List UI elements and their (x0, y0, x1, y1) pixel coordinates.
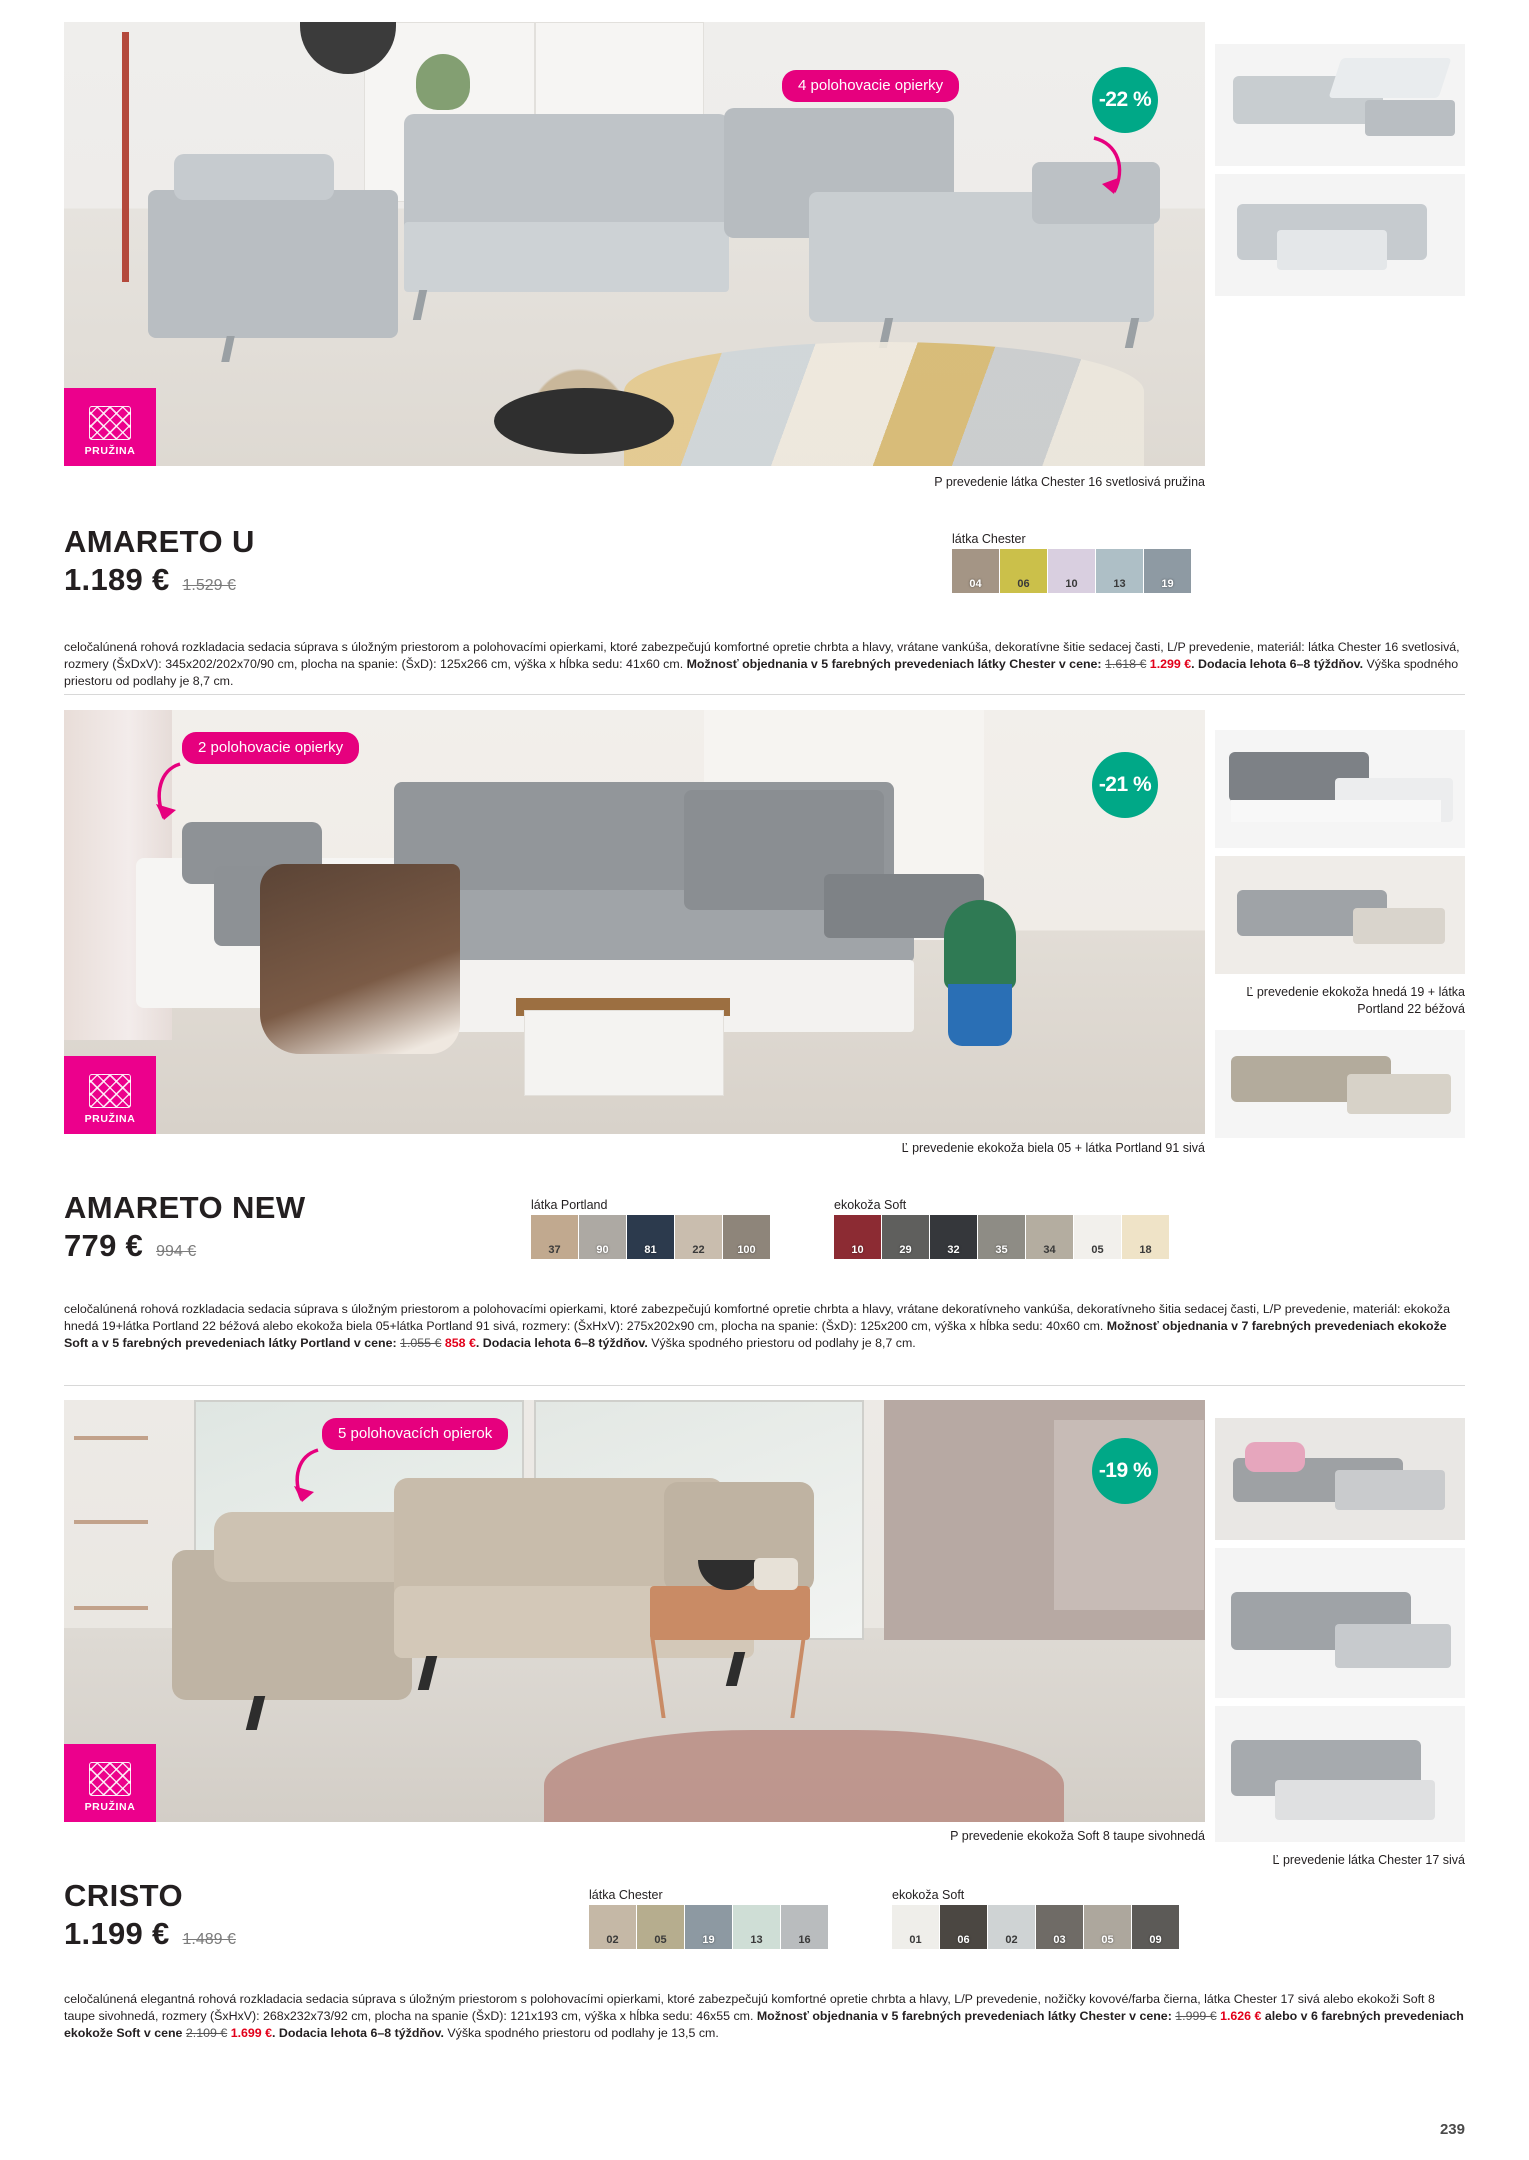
description-text: Výška spodného priestoru od podlahy je 13,5 cm. (443, 2026, 719, 2041)
description-text: 1.618 € (1105, 657, 1147, 672)
swatch-37[interactable] (531, 1215, 579, 1259)
swatch-group-label: ekokoža Soft (834, 1198, 907, 1212)
swatch-02[interactable] (589, 1905, 637, 1949)
swatch-04[interactable] (952, 549, 1000, 593)
discount-badge: -19 % (1092, 1438, 1158, 1504)
feature-badge: 4 polohovacie opierky (782, 70, 959, 102)
spring-badge (64, 1744, 156, 1822)
swatch-code: 09 (1149, 1934, 1162, 1946)
swatch-code: 29 (899, 1244, 912, 1256)
thumbnail-image (1215, 730, 1465, 848)
swatch-code: 13 (1113, 578, 1126, 590)
product-description (64, 639, 1465, 690)
swatch-code: 22 (692, 1244, 705, 1256)
spring-badge (64, 1056, 156, 1134)
product-thumbnails (1215, 44, 1465, 296)
spring-icon (89, 1762, 131, 1796)
product-hero-image (64, 1400, 1205, 1822)
swatch-group-soft (892, 1888, 1180, 1949)
feature-badge: 5 polohovacích opierok (322, 1418, 508, 1450)
swatch-code: 01 (909, 1934, 922, 1946)
spring-label: PRUŽINA (84, 445, 136, 457)
swatch-code: 05 (1091, 1244, 1104, 1256)
description-text: 858 € (444, 1336, 476, 1351)
spring-label: PRUŽINA (84, 1113, 136, 1125)
swatch-code: 37 (548, 1244, 561, 1256)
swatch-code: 18 (1139, 1244, 1152, 1256)
badge-arrow-icon (282, 1444, 328, 1508)
product-name: CRISTO (64, 1878, 183, 1913)
description-text: Výška spodného priestoru od podlahy je 8,7 cm. (64, 657, 1459, 689)
description-text: Možnosť objednania v 7 farebných prevedeniach ekokože Soft a v 5 farebných prevedeniach látky Portland v cene: (64, 1319, 1447, 1351)
swatch-code: 32 (947, 1244, 960, 1256)
swatch-29[interactable] (882, 1215, 930, 1259)
swatch-group-portland (531, 1198, 771, 1259)
swatch-code: 10 (851, 1244, 864, 1256)
swatch-code: 03 (1053, 1934, 1066, 1946)
section-divider (64, 1385, 1465, 1386)
swatch-32[interactable] (930, 1215, 978, 1259)
swatch-code: 02 (606, 1934, 619, 1946)
swatch-code: 10 (1065, 578, 1078, 590)
hero-caption: P prevedenie ekokoža Soft 8 taupe sivohnedá (950, 1829, 1205, 1843)
thumbnail-image (1215, 174, 1465, 296)
description-text: 1.699 € (230, 2026, 273, 2041)
swatch-03[interactable] (1036, 1905, 1084, 1949)
swatch-81[interactable] (627, 1215, 675, 1259)
spring-label: PRUŽINA (84, 1801, 136, 1813)
description-text: Možnosť objednania v 5 farebných prevedeniach látky Chester v cene: (756, 2009, 1176, 2024)
product-price: 779 € (64, 1228, 144, 1263)
thumbnail-image (1215, 1548, 1465, 1698)
discount-badge: -22 % (1092, 67, 1158, 133)
swatch-05[interactable] (1074, 1215, 1122, 1259)
description-text: 2.109 € (185, 2026, 228, 2041)
hero-caption: Ľ prevedenie ekokoža biela 05 + látka Portland 91 sivá (901, 1141, 1205, 1155)
thumbnail-caption: Ľ prevedenie látka Chester 17 sivá (1272, 1853, 1465, 1867)
swatch-group-chester (589, 1888, 829, 1949)
swatch-code: 34 (1043, 1244, 1056, 1256)
swatch-code: 90 (596, 1244, 609, 1256)
discount-badge: -21 % (1092, 752, 1158, 818)
swatch-10[interactable] (1048, 549, 1096, 593)
product-old-price: 1.529 € (182, 577, 236, 594)
product-title (64, 1878, 236, 1952)
description-text: celočalúnená elegantná rohová rozkladacia sedacia súprava s úložným priestorom s polohovacími opierkami, ktoré zabezpečujú komfortné opretie chrbta a hlavy, L/P prevedenie, nožičky kovové/farba čierna, látka Chester 17 sivá alebo ekokoži Soft 8 taupe sivohnedá, rozmery (ŠxHxV): 268x232x73/92 cm, plocha na spanie (ŠxD): 121x193 cm, výška x hĺbka sedu: 46x55 cm. (64, 1992, 1435, 2024)
thumbnail-image (1215, 1418, 1465, 1540)
product-price: 1.189 € (64, 562, 170, 597)
page-number: 239 (1439, 2121, 1465, 2138)
swatch-row (952, 549, 1192, 593)
swatch-group-label: látka Portland (531, 1198, 608, 1212)
thumbnail-image (1215, 44, 1465, 166)
swatch-code: 06 (957, 1934, 970, 1946)
swatch-01[interactable] (892, 1905, 940, 1949)
swatch-row (892, 1905, 1180, 1949)
description-text: 1.299 € (1149, 657, 1192, 672)
swatch-10[interactable] (834, 1215, 882, 1259)
description-text: . Dodacia lehota 6–8 týždňov. (475, 1336, 648, 1351)
swatch-05[interactable] (1084, 1905, 1132, 1949)
swatch-09[interactable] (1132, 1905, 1180, 1949)
description-text: . Dodacia lehota 6–8 týždňov. (272, 2026, 444, 2041)
feature-badge: 2 polohovacie opierky (182, 732, 359, 764)
description-text: 1.626 € (1220, 2009, 1262, 2024)
hero-caption: P prevedenie látka Chester 16 svetlosivá pružina (934, 475, 1205, 489)
description-text: . Dodacia lehota 6–8 týždňov. (1191, 657, 1364, 672)
swatch-code: 100 (737, 1244, 756, 1256)
swatch-13[interactable] (1096, 549, 1144, 593)
swatch-06[interactable] (940, 1905, 988, 1949)
swatch-group-label: látka Chester (952, 532, 1026, 546)
description-text: alebo v 6 farebných prevedeniach ekokože Soft v cene (64, 2009, 1464, 2041)
description-text: Možnosť objednania v 5 farebných prevedeniach látky Chester v cene: (686, 657, 1105, 672)
product-title (64, 1190, 306, 1264)
badge-arrow-icon (1088, 134, 1132, 202)
swatch-code: 04 (969, 578, 982, 590)
product-thumbnails (1215, 730, 1465, 1138)
swatch-row (589, 1905, 829, 1949)
description-text: 1.055 € (400, 1336, 442, 1351)
product-old-price: 994 € (156, 1243, 197, 1260)
thumbnail-image (1215, 856, 1465, 974)
swatch-35[interactable] (978, 1215, 1026, 1259)
product-description (64, 1301, 1465, 1352)
swatch-code: 19 (1161, 578, 1174, 590)
spring-badge (64, 388, 156, 466)
swatch-16[interactable] (781, 1905, 829, 1949)
product-name: AMARETO NEW (64, 1190, 306, 1225)
product-thumbnails (1215, 1418, 1465, 1869)
thumbnail-image (1215, 1706, 1465, 1842)
description-text: celočalúnená rohová rozkladacia sedacia súprava s úložným priestorom a polohovacími opierkami, ktoré zabezpečujú komfortné opretie chrbta a hlavy, vrátane vankúša, dekoratívne šitie sedacej časti, L/P prevedenie, materiál: látka Chester 16 svetlosivá, rozmery (ŠxDxV): 345x202/202x70/90 cm, plocha na spanie: (ŠxD): 125x266 cm, výška x hĺbka sedu: 41x60 cm. (64, 640, 1460, 672)
swatch-02[interactable] (988, 1905, 1036, 1949)
swatch-06[interactable] (1000, 549, 1048, 593)
spring-icon (89, 1074, 131, 1108)
swatch-code: 16 (798, 1934, 811, 1946)
product-description (64, 1991, 1465, 2042)
product-hero-image (64, 22, 1205, 466)
thumbnail-caption: Ľ prevedenie ekokoža hnedá 19 + látka Portland 22 béžová (1246, 985, 1465, 1016)
swatch-group-chester (952, 532, 1192, 593)
swatch-05[interactable] (637, 1905, 685, 1949)
product-name: AMARETO U (64, 524, 255, 559)
swatch-code: 05 (1101, 1934, 1114, 1946)
swatch-18[interactable] (1122, 1215, 1170, 1259)
swatch-group-label: látka Chester (589, 1888, 663, 1902)
swatch-group-label: ekokoža Soft (892, 1888, 965, 1902)
swatch-90[interactable] (579, 1215, 627, 1259)
swatch-19[interactable] (1144, 549, 1192, 593)
description-text: celočalúnená rohová rozkladacia sedacia súprava s úložným priestorom a polohovacími opierkami, ktoré zabezpečujú komfortné opretie chrbta a hlavy, vrátane dekoratívneho vankúša, dekoratívneho šitia sedacej časti, L/P prevedenie, materiál: ekokoža hnedá 19+látka Portland 22 béžová alebo ekokoža biela 05+látka Portland 91 sivá, rozmery: (ŠxHxV): 275x202x90 cm, plocha na spanie: (ŠxD): 125x200 cm, výška x hĺbka sedu: 40x60 cm. (64, 1302, 1450, 1334)
swatch-34[interactable] (1026, 1215, 1074, 1259)
product-old-price: 1.489 € (182, 1931, 236, 1948)
thumbnail-image (1215, 1030, 1465, 1138)
description-text: Výška spodného priestoru od podlahy je 8,7 cm. (647, 1336, 916, 1351)
description-text: 1.999 € (1175, 2009, 1217, 2024)
swatch-code: 13 (750, 1934, 763, 1946)
section-divider (64, 694, 1465, 695)
swatch-row (834, 1215, 1170, 1259)
swatch-group-soft (834, 1198, 1170, 1259)
product-price: 1.199 € (64, 1916, 170, 1951)
swatch-code: 02 (1005, 1934, 1018, 1946)
spring-icon (89, 406, 131, 440)
swatch-code: 05 (654, 1934, 667, 1946)
swatch-22[interactable] (675, 1215, 723, 1259)
product-title (64, 524, 255, 598)
swatch-13[interactable] (733, 1905, 781, 1949)
swatch-19[interactable] (685, 1905, 733, 1949)
swatch-row (531, 1215, 771, 1259)
product-hero-image (64, 710, 1205, 1134)
swatch-code: 81 (644, 1244, 657, 1256)
swatch-code: 19 (702, 1934, 715, 1946)
swatch-code: 35 (995, 1244, 1008, 1256)
swatch-100[interactable] (723, 1215, 771, 1259)
badge-arrow-icon (146, 758, 190, 828)
swatch-code: 06 (1017, 578, 1030, 590)
